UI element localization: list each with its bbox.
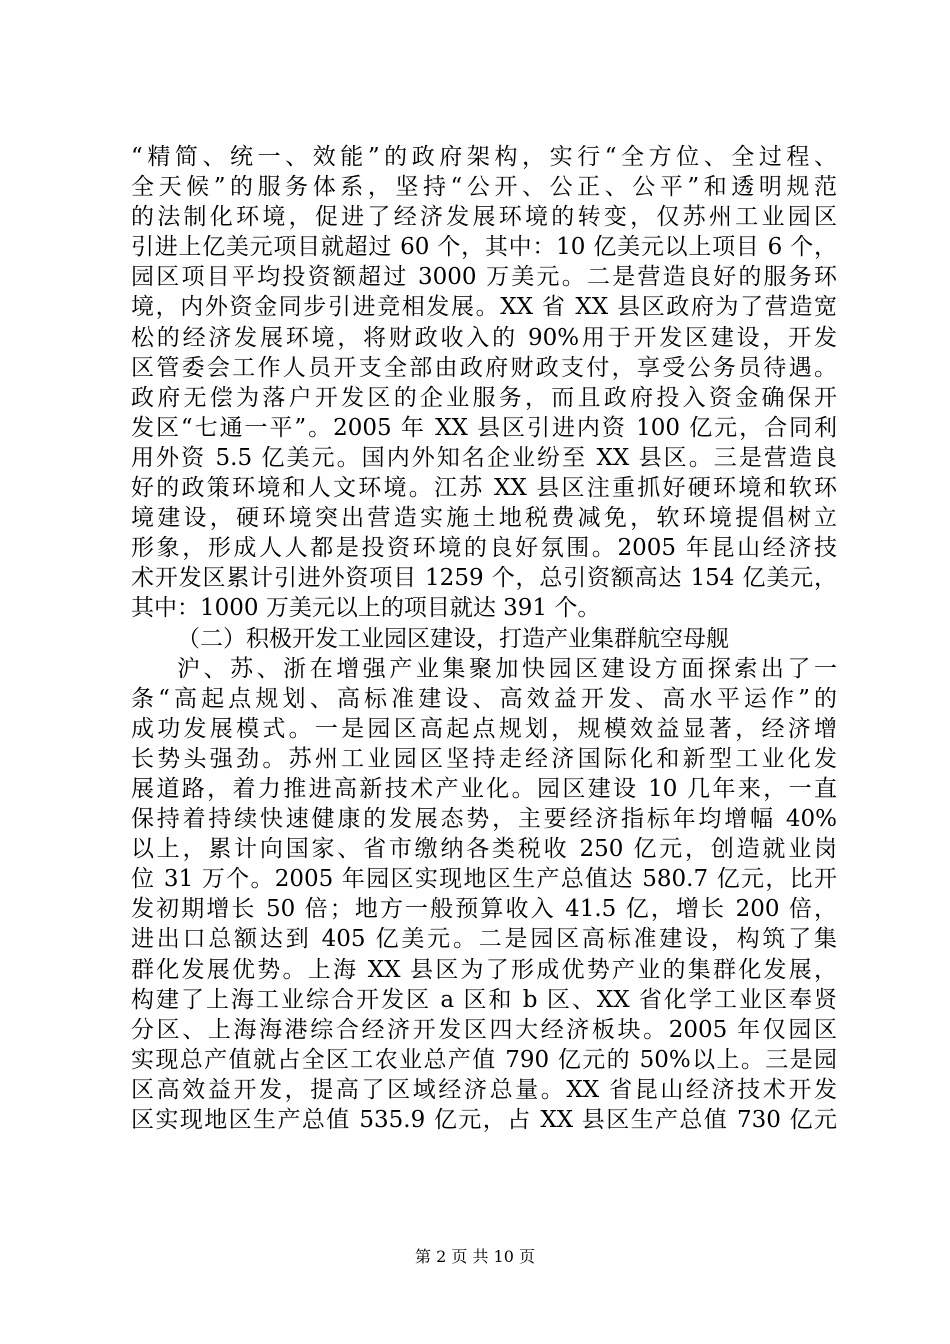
text-line: 区管委会工作人员开支全部由政府财政支付，享受公务员待遇。	[131, 354, 837, 381]
text-line: 其中：1000 万美元以上的项目就达 391 个。	[131, 595, 601, 622]
text-line: 展道路，着力推进高新技术产业化。园区建设 10 几年来，一直	[131, 775, 837, 802]
text-line: 条“高起点规划、高标准建设、高效益开发、高水平运作”的	[131, 685, 837, 712]
text-line: 发初期增长 50 倍；地方一般预算收入 41.5 亿，增长 200 倍，	[131, 896, 837, 923]
page-number-footer: 第 2 页 共 10 页	[415, 1247, 535, 1266]
text-line: 实现总产值就占全区工农业总产值 790 亿元的 50%以上。三是园	[131, 1046, 837, 1073]
text-line: 位 31 万个。2005 年园区实现地区生产总值达 580.7 亿元，比开	[131, 866, 837, 893]
text-line: 园区项目平均投资额超过 3000 万美元。二是营造良好的服务环	[131, 264, 837, 291]
text-line: 保持着持续快速健康的发展态势，主要经济指标年均增幅 40%	[131, 806, 837, 833]
text-line: “精简、统一、效能”的政府架构，实行“全方位、全过程、	[131, 144, 837, 170]
text-line: 进出口总额达到 405 亿美元。二是园区高标准建设，构筑了集	[131, 926, 837, 953]
section-heading: （二）积极开发工业园区建设，打造产业集群航空母舰	[177, 625, 729, 652]
text-line: 术开发区累计引进外资项目 1259 个，总引资额高达 154 亿美元，	[131, 565, 837, 592]
text-line: 全天候”的服务体系，坚持“公开、公正、公平”和透明规范	[131, 174, 837, 201]
text-line: 的法制化环境，促进了经济发展环境的转变，仅苏州工业园区	[131, 204, 837, 231]
text-line: 群化发展优势。上海 XX 县区为了形成优势产业的集群化发展，	[131, 956, 837, 983]
text-line: 以上，累计向国家、省市缴纳各类税收 250 亿元，创造就业岗	[131, 836, 837, 863]
text-line: 长势头强劲。苏州工业园区坚持走经济国际化和新型工业化发	[131, 745, 837, 772]
document-body	[131, 142, 837, 1135]
text-line: 成功发展模式。一是园区高起点规划，规模效益显著，经济增	[131, 715, 837, 742]
text-line: 区高效益开发，提高了区域经济总量。XX 省昆山经济技术开发	[131, 1076, 837, 1103]
text-line: 区实现地区生产总值 535.9 亿元，占 XX 县区生产总值 730 亿元	[131, 1107, 837, 1133]
text-line: 松的经济发展环境，将财政收入的 90%用于开发区建设，开发	[131, 324, 837, 351]
text-line: 政府无偿为落户开发区的企业服务，而且政府投入资金确保开	[131, 384, 837, 411]
text-line: 引进上亿美元项目就超过 60 个，其中：10 亿美元以上项目 6 个，	[131, 234, 837, 261]
text-line: 好的政策环境和人文环境。江苏 XX 县区注重抓好硬环境和软环	[131, 475, 837, 502]
text-line: 沪、苏、浙在增强产业集聚加快园区建设方面探索出了一	[177, 655, 837, 682]
text-line: 境建设，硬环境突出营造实施土地税费减免，软环境提倡树立	[131, 505, 837, 532]
text-line: 境，内外资金同步引进竞相发展。XX 省 XX 县区政府为了营造宽	[131, 294, 837, 321]
text-line: 发区“七通一平”。2005 年 XX 县区引进内资 100 亿元，合同利	[131, 414, 837, 441]
text-line: 形象，形成人人都是投资环境的良好氛围。2005 年昆山经济技	[131, 535, 837, 562]
text-line: 构建了上海工业综合开发区 a 区和 b 区、XX 省化学工业区奉贤	[131, 986, 837, 1013]
text-line: 用外资 5.5 亿美元。国内外知名企业纷至 XX 县区。三是营造良	[131, 444, 837, 471]
text-line: 分区、上海海港综合经济开发区四大经济板块。2005 年仅园区	[131, 1016, 837, 1043]
